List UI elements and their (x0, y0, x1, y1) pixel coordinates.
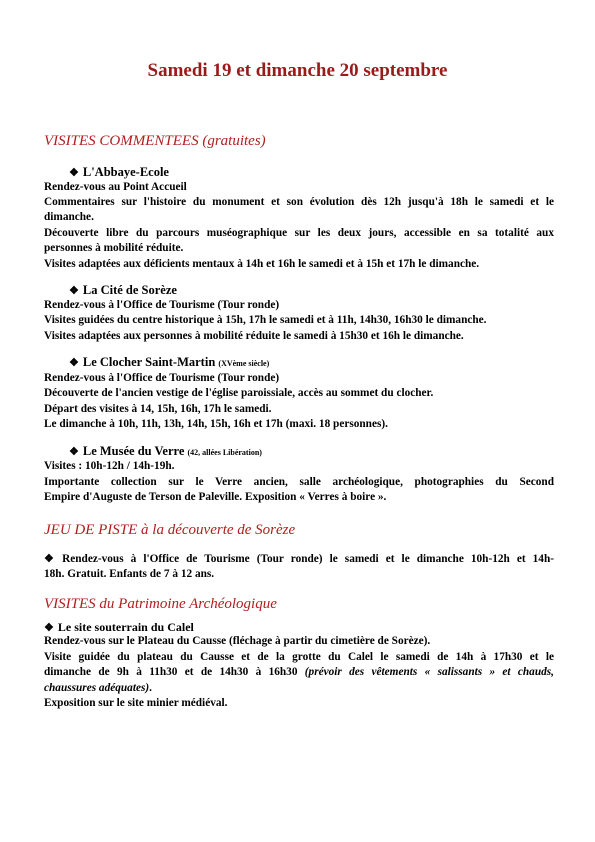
text-line: Visites adaptées aux personnes à mobilité réduite le samedi à 15h30 et 16h le dimanche. (44, 330, 464, 342)
text-line: Visites adaptées aux déficients mentaux à 14h et 16h le samedi et à 15h et 17h le dimanche. (44, 258, 480, 270)
item-name: Le site souterrain du Calel (57, 620, 194, 634)
item-name: L'Abbaye-Ecole (82, 165, 169, 179)
diamond-bullet-icon: ❖ (69, 167, 79, 179)
text-line: personnes à mobilité réduite. (44, 242, 184, 254)
text-line: dimanche. (44, 211, 94, 223)
page-title: Samedi 19 et dimanche 20 septembre (147, 60, 448, 81)
text-span-italic: (prévoir des vêtements « salissants » et chauds, (304, 666, 554, 678)
text-line (44, 682, 152, 694)
item-abbaye-ecole (69, 165, 169, 180)
text-line: Visite guidée du plateau du Causse et de la grotte du Calel le samedi de 14h à 17h30 et le (44, 651, 554, 663)
text-line: Découverte de l'ancien vestige de l'église paroissiale, accès au sommet du clocher. (44, 387, 434, 399)
text-span: . (149, 682, 152, 694)
text-line (44, 666, 554, 678)
text-line: Commentaires sur l'histoire du monument et son évolution dès 12h jusqu'à 18h le samedi et le (44, 196, 554, 208)
item-musee-verre (69, 444, 262, 459)
diamond-bullet-icon: ❖ (44, 622, 54, 634)
text-line: Exposition sur le site minier médiéval. (44, 697, 228, 709)
text-line: Le dimanche à 10h, 11h, 13h, 14h, 15h, 16h et 17h (maxi. 18 personnes). (44, 418, 388, 430)
text-line: Départ des visites à 14, 15h, 16h, 17h le samedi. (44, 403, 272, 415)
text-line: Rendez-vous au Point Accueil (44, 181, 187, 193)
text-line: 18h. Gratuit. Enfants de 7 à 12 ans. (44, 568, 215, 580)
diamond-bullet-icon: ❖ (69, 285, 79, 297)
item-note: (42, allées Libération) (187, 448, 262, 457)
item-cite-soreze (69, 283, 177, 298)
diamond-bullet-icon: ❖ (69, 357, 79, 369)
text-span: dimanche de 9h à 11h30 et de 14h30 à 16h30 (44, 666, 298, 678)
text-line: Visites : 10h-12h / 14h-19h. (44, 460, 175, 472)
item-name: Le Clocher Saint-Martin (82, 355, 216, 369)
section-title-patrimoine-archeologique: VISITES du Patrimoine Archéologique (44, 596, 277, 612)
text-line: Découverte libre du parcours muséographique sur les deux jours, accessible en sa totalité aux (44, 227, 554, 239)
item-clocher-saint-martin (69, 355, 269, 370)
text-line: Visites guidées du centre historique à 15h, 17h le samedi et à 11h, 14h30, 16h30 le dimanche. (44, 314, 487, 326)
section-title-jeu-de-piste: JEU DE PISTE à la découverte de Sorèze (44, 522, 296, 538)
text-span: Rendez-vous à l'Office de Tourisme (Tour ronde) le samedi et le dimanche 10h-12h et 14h- (62, 553, 554, 565)
section-title-visites-commentees: VISITES COMMENTEES (gratuites) (44, 133, 266, 149)
text-line: Empire d'Auguste de Terson de Paleville. Exposition « Verres à boire ». (44, 491, 387, 503)
item-note: (XVème siècle) (218, 359, 270, 368)
text-line: Rendez-vous à l'Office de Tourisme (Tour ronde) (44, 372, 280, 384)
item-site-calel (44, 620, 194, 635)
text-line: Rendez-vous à l'Office de Tourisme (Tour ronde) (44, 299, 280, 311)
text-span-italic: chaussures adéquates) (44, 682, 150, 694)
text-line (44, 552, 554, 565)
item-name: La Cité de Sorèze (82, 283, 177, 297)
diamond-bullet-icon: ❖ (69, 446, 79, 458)
item-name: Le Musée du Verre (82, 444, 185, 458)
text-line: Importante collection sur le Verre ancien, salle archéologique, photographies du Second (44, 476, 554, 488)
text-line: Rendez-vous sur le Plateau du Causse (fléchage à partir du cimetière de Sorèze). (44, 635, 431, 647)
diamond-bullet-icon: ❖ (44, 553, 59, 565)
